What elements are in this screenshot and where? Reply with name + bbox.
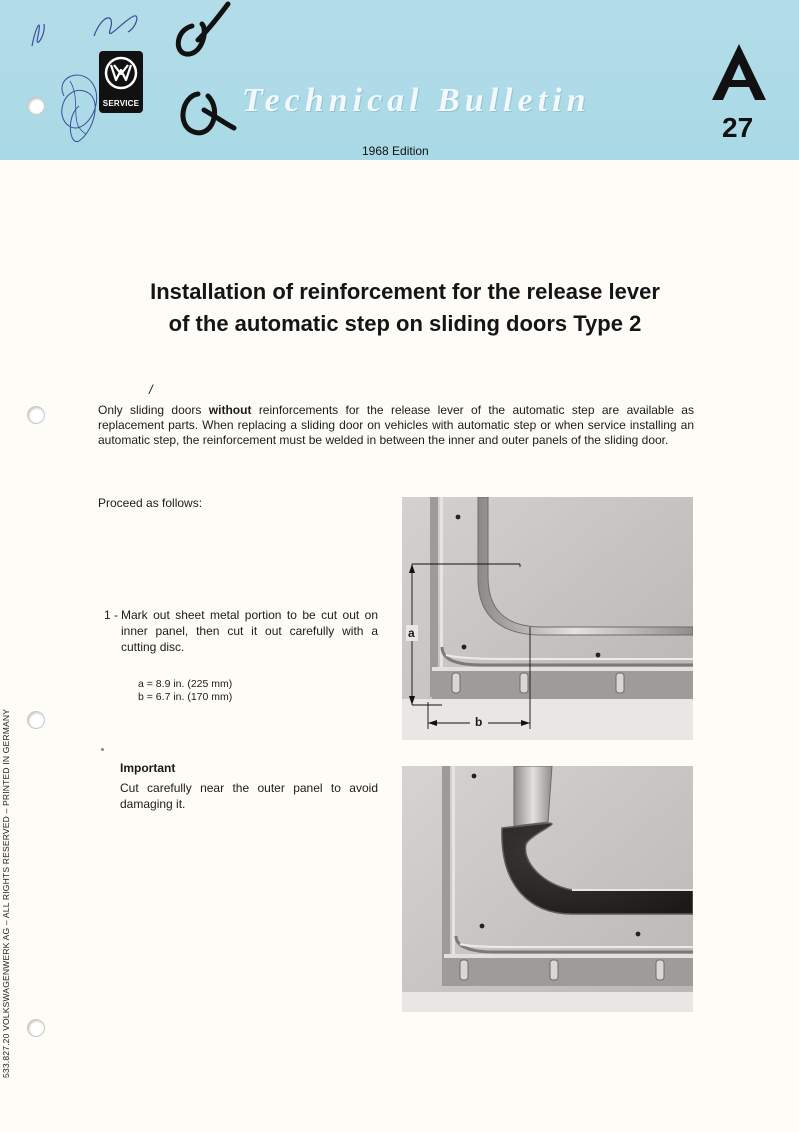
logo-service-text: SERVICE	[102, 99, 140, 108]
edition-label: 1968 Edition	[362, 144, 429, 158]
figure-marking-photo	[402, 497, 693, 740]
bulletin-number: 27	[722, 112, 754, 143]
door-panel-marking-image	[402, 497, 693, 740]
bulletin-title: Technical Bulletin	[242, 82, 591, 119]
figure-cutout-photo	[402, 766, 693, 1012]
step-text: Mark out sheet metal portion to be cut out on inner panel, then cut it out carefully with a cutting disc.	[121, 608, 378, 654]
punch-hole	[27, 1019, 45, 1037]
intro-text-start: Only sliding doors	[98, 403, 209, 417]
dimension-label-b: b	[475, 715, 483, 729]
header-band	[0, 0, 799, 160]
handwritten-mark-top	[168, 0, 238, 140]
important-text: Cut carefully near the outer panel to avoid damaging it.	[120, 781, 378, 811]
dimension-label-a: a	[408, 626, 415, 640]
intro-emphasis: without	[208, 403, 252, 417]
punch-hole	[27, 711, 45, 729]
step-1	[104, 607, 378, 655]
document-title	[60, 276, 750, 340]
proceed-label: Proceed as follows:	[98, 496, 203, 510]
stray-dot	[101, 748, 104, 751]
handwritten-annotation-left	[24, 6, 164, 156]
title-line-1: Installation of reinforcement for the release lever	[150, 279, 660, 304]
side-imprint: 533.827.20 VOLKSWAGENWERK AG – ALL RIGHTS RESERVED – PRINTED IN GERMANY	[1, 708, 11, 1078]
intro-paragraph	[98, 403, 694, 448]
door-panel-cutout-image	[402, 766, 693, 1012]
vw-service-logo	[99, 51, 143, 113]
section-letter-a	[710, 42, 768, 102]
dimension-b: b = 6.7 in. (170 mm)	[138, 691, 233, 703]
pencil-tick: /	[149, 382, 153, 397]
dimensions	[138, 678, 232, 704]
title-line-2: of the automatic step on sliding doors Type 2	[168, 311, 642, 336]
punch-hole	[27, 406, 45, 424]
important-heading: Important	[120, 761, 176, 775]
intro-text-end: reinforcements for the release lever of the automatic step are available as replacement parts. When replacing a sliding door on vehicles with automatic step or when service installing an automatic step, the reinforcement must be welded in between the inner and outer panels of the sliding door.	[98, 403, 694, 447]
step-number: 1 -	[104, 608, 119, 622]
punch-hole	[27, 97, 45, 115]
dimension-a: a = 8.9 in. (225 mm)	[138, 678, 233, 690]
